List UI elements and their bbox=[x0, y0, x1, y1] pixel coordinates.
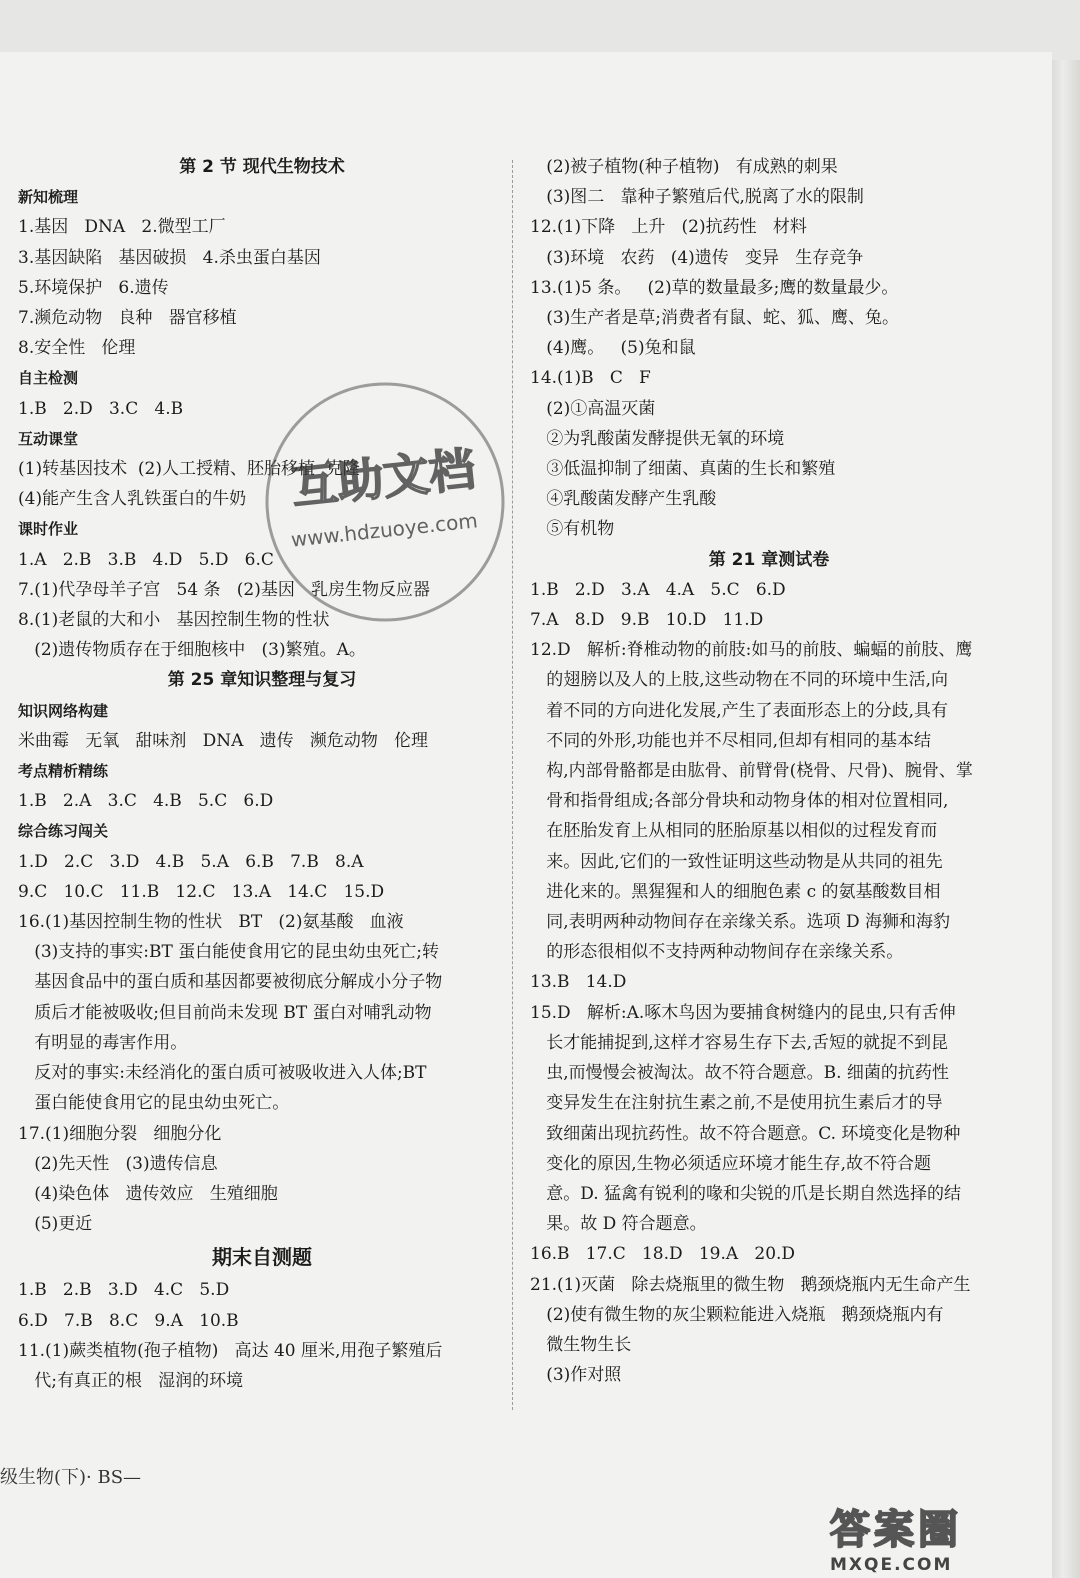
answer-line: 11.(1)蕨类植物(孢子植物) 高达 40 厘米,用孢子繁殖后 bbox=[18, 1340, 443, 1361]
left-column bbox=[18, 152, 506, 1396]
answer-line: (3)生产者是草;消费者有鼠、蛇、狐、鹰、兔。 bbox=[530, 308, 900, 329]
answer-line: 着不同的方向进化发展,产生了表面形态上的分歧,具有 bbox=[530, 700, 949, 721]
answer-line: 进化来的。黑猩猩和人的细胞色素 c 的氨基酸数目相 bbox=[530, 881, 941, 902]
watermark-stamp bbox=[255, 372, 515, 632]
answer-line: 6.D 7.B 8.C 9.A 10.B bbox=[18, 1310, 239, 1331]
answer-line: 基因食品中的蛋白质和基因都要被彻底分解成小分子物 bbox=[18, 972, 443, 993]
page-footer: 级生物(下)· BS— bbox=[0, 1467, 142, 1488]
subsection-label: 知识网络构建 bbox=[18, 701, 109, 720]
subsection-label: 新知梳理 bbox=[18, 188, 79, 207]
answer-line: 的形态很相似不支持两种动物间存在亲缘关系。 bbox=[530, 942, 904, 963]
watermark-url: MXQE.COM bbox=[830, 1555, 953, 1575]
subsection-label: 自主检测 bbox=[18, 369, 79, 388]
subsection-label: 综合练习闯关 bbox=[18, 822, 109, 841]
answer-line: 1.D 2.C 3.D 4.B 5.A 6.B 7.B 8.A bbox=[18, 851, 364, 872]
answer-line: 致细菌出现抗药性。故不符合题意。C. 环境变化是物种 bbox=[530, 1123, 961, 1144]
section-heading: 第 25 章知识整理与复习 bbox=[167, 670, 357, 691]
answer-line: 同,表明两种动物间存在亲缘关系。选项 D 海狮和海豹 bbox=[530, 912, 951, 933]
answer-line: 质后才能被吸收;但目前尚未发现 BT 蛋白对哺乳动物 bbox=[18, 1002, 432, 1023]
subsection-label: 课时作业 bbox=[18, 520, 79, 539]
subsection-label: 考点精析精练 bbox=[18, 762, 109, 781]
answer-line: 7.A 8.D 9.B 10.D 11.D bbox=[530, 610, 764, 631]
answer-line: 变化的原因,生物必须适应环境才能生存,故不符合题 bbox=[530, 1153, 932, 1174]
answer-line: 长才能捕捉到,这样才容易生存下去,舌短的就捉不到昆 bbox=[530, 1032, 949, 1053]
answer-line: (1)转基因技术 (2)人工授精、胚胎移植 克隆 bbox=[18, 459, 360, 480]
answer-line: 13.B 14.D bbox=[530, 972, 627, 993]
answer-line: 变异发生在注射抗生素之前,不是使用抗生素后才的导 bbox=[530, 1093, 943, 1114]
right-column bbox=[530, 152, 1008, 1390]
answer-line: (3)作对照 bbox=[530, 1365, 622, 1386]
answer-line: ③低温抑制了细菌、真菌的生长和繁殖 bbox=[530, 459, 836, 480]
answer-line: (3)图二 靠种子繁殖后代,脱离了水的限制 bbox=[530, 187, 864, 208]
answer-line: ④乳酸菌发酵产生乳酸 bbox=[530, 489, 717, 510]
page-edge bbox=[1052, 60, 1080, 1578]
answer-line: 14.(1)B C F bbox=[530, 368, 651, 389]
answer-line: (3)环境 农药 (4)遗传 变异 生存竞争 bbox=[530, 247, 864, 268]
answer-line: 在胚胎发育上从相同的胚胎原基以相似的过程发育而 bbox=[530, 821, 938, 842]
stamp-url: www.hdzuoye.com bbox=[289, 508, 479, 552]
section-heading: 期末自测题 bbox=[212, 1245, 312, 1270]
answer-line: 17.(1)细胞分裂 细胞分化 bbox=[18, 1123, 222, 1144]
answer-line: ②为乳酸菌发酵提供无氧的环境 bbox=[530, 428, 785, 449]
answer-line: (4)染色体 遗传效应 生殖细胞 bbox=[18, 1183, 278, 1204]
answer-line: (3)支持的事实:BT 蛋白能使食用它的昆虫幼虫死亡;转 bbox=[18, 942, 439, 963]
stamp-title: 互助文档 bbox=[289, 441, 478, 515]
answer-line: 1.B 2.D 3.C 4.B bbox=[18, 398, 184, 419]
answer-line: 代;有真正的根 湿润的环境 bbox=[18, 1370, 244, 1391]
answer-line: 来。因此,它们的一致性证明这些动物是从共同的祖先 bbox=[530, 851, 943, 872]
answer-line: (2)被子植物(种子植物) 有成熟的刺果 bbox=[530, 157, 838, 177]
answer-line: 12.(1)下降 上升 (2)抗药性 材料 bbox=[530, 217, 807, 238]
answer-line: 8.(1)老鼠的大和小 基因控制生物的性状 bbox=[18, 610, 330, 631]
answer-line: 1.A 2.B 3.B 4.D 5.D 6.C bbox=[18, 549, 274, 570]
answer-line: 15.D 解析:A.啄木鸟因为要捕食树缝内的昆虫,只有舌伸 bbox=[530, 1002, 956, 1023]
answer-line: 1.B 2.B 3.D 4.C 5.D bbox=[18, 1280, 230, 1301]
section-heading: 第 2 节 现代生物技术 bbox=[179, 157, 345, 177]
answer-line: 有明显的毒害作用。 bbox=[18, 1032, 188, 1053]
column-divider bbox=[512, 160, 513, 1410]
subsection-label: 互动课堂 bbox=[18, 429, 79, 448]
answer-line: 虫,而慢慢会被淘汰。故不符合题意。B. 细菌的抗药性 bbox=[530, 1063, 949, 1084]
answer-line: 1.基因 DNA 2.微型工厂 bbox=[18, 217, 226, 238]
answer-line: 意。D. 猛禽有锐利的喙和尖锐的爪是长期自然选择的结 bbox=[530, 1183, 962, 1204]
answer-line: (4)能产生含人乳铁蛋白的牛奶 bbox=[18, 489, 247, 510]
answer-line: 1.B 2.D 3.A 4.A 5.C 6.D bbox=[530, 579, 786, 600]
corner-watermark bbox=[830, 1498, 1020, 1575]
answer-line: 骨和指骨组成;各部分骨块和动物身体的相对位置相同, bbox=[530, 791, 949, 812]
answer-line: (2)①高温灭菌 bbox=[530, 398, 656, 419]
answer-line: 13.(1)5 条。 (2)草的数量最多;鹰的数量最少。 bbox=[530, 277, 899, 298]
answer-line: 21.(1)灭菌 除去烧瓶里的微生物 鹅颈烧瓶内无生命产生 bbox=[530, 1274, 971, 1295]
answer-line: 16.B 17.C 18.D 19.A 20.D bbox=[530, 1244, 796, 1265]
answer-line: 7.(1)代孕母羊子宫 54 条 (2)基因 乳房生物反应器 bbox=[18, 579, 431, 600]
watermark-logo: 答案圈 bbox=[830, 1507, 962, 1553]
answer-line: 7.濒危动物 良种 器官移植 bbox=[18, 308, 237, 329]
answer-line: 9.C 10.C 11.B 12.C 13.A 14.C 15.D bbox=[18, 881, 385, 902]
answer-line: 的翅膀以及人的上肢,这些动物在不同的环境中生活,向 bbox=[530, 670, 949, 691]
answer-line: 反对的事实:未经消化的蛋白质可被吸收进入人体;BT bbox=[18, 1063, 427, 1084]
answer-line: 米曲霉 无氧 甜味剂 DNA 遗传 濒危动物 伦理 bbox=[18, 730, 429, 751]
answer-line: (2)先天性 (3)遗传信息 bbox=[18, 1153, 218, 1174]
answer-line: 16.(1)基因控制生物的性状 BT (2)氨基酸 血液 bbox=[18, 912, 404, 933]
answer-line: 不同的外形,功能也并不尽相同,但却有相同的基本结 bbox=[530, 730, 932, 751]
answer-line: 3.基因缺陷 基因破损 4.杀虫蛋白基因 bbox=[18, 247, 321, 268]
answer-line: (4)鹰。 (5)兔和鼠 bbox=[530, 338, 696, 359]
answer-line: 8.安全性 伦理 bbox=[18, 338, 136, 359]
section-heading: 第 21 章测试卷 bbox=[708, 549, 830, 570]
answer-line: 1.B 2.A 3.C 4.B 5.C 6.D bbox=[18, 791, 274, 812]
answer-line: (2)遗传物质存在于细胞核中 (3)繁殖。A。 bbox=[18, 640, 366, 661]
answer-line: 果。故 D 符合题意。 bbox=[530, 1214, 707, 1235]
answer-line: ⑤有机物 bbox=[530, 519, 615, 540]
answer-line: 构,内部骨骼都是由肱骨、前臂骨(桡骨、尺骨)、腕骨、掌 bbox=[530, 761, 973, 782]
answer-line: 5.环境保护 6.遗传 bbox=[18, 277, 169, 298]
answer-line: 蛋白能使食用它的昆虫幼虫死亡。 bbox=[18, 1093, 290, 1114]
answer-line: (2)使有微生物的灰尘颗粒能进入烧瓶 鹅颈烧瓶内有 bbox=[530, 1304, 944, 1325]
answer-line: 12.D 解析:脊椎动物的前肢:如马的前肢、蝙蝠的前肢、鹰 bbox=[530, 640, 973, 661]
answer-line: (5)更近 bbox=[18, 1214, 93, 1235]
answer-line: 微生物生长 bbox=[530, 1334, 632, 1355]
